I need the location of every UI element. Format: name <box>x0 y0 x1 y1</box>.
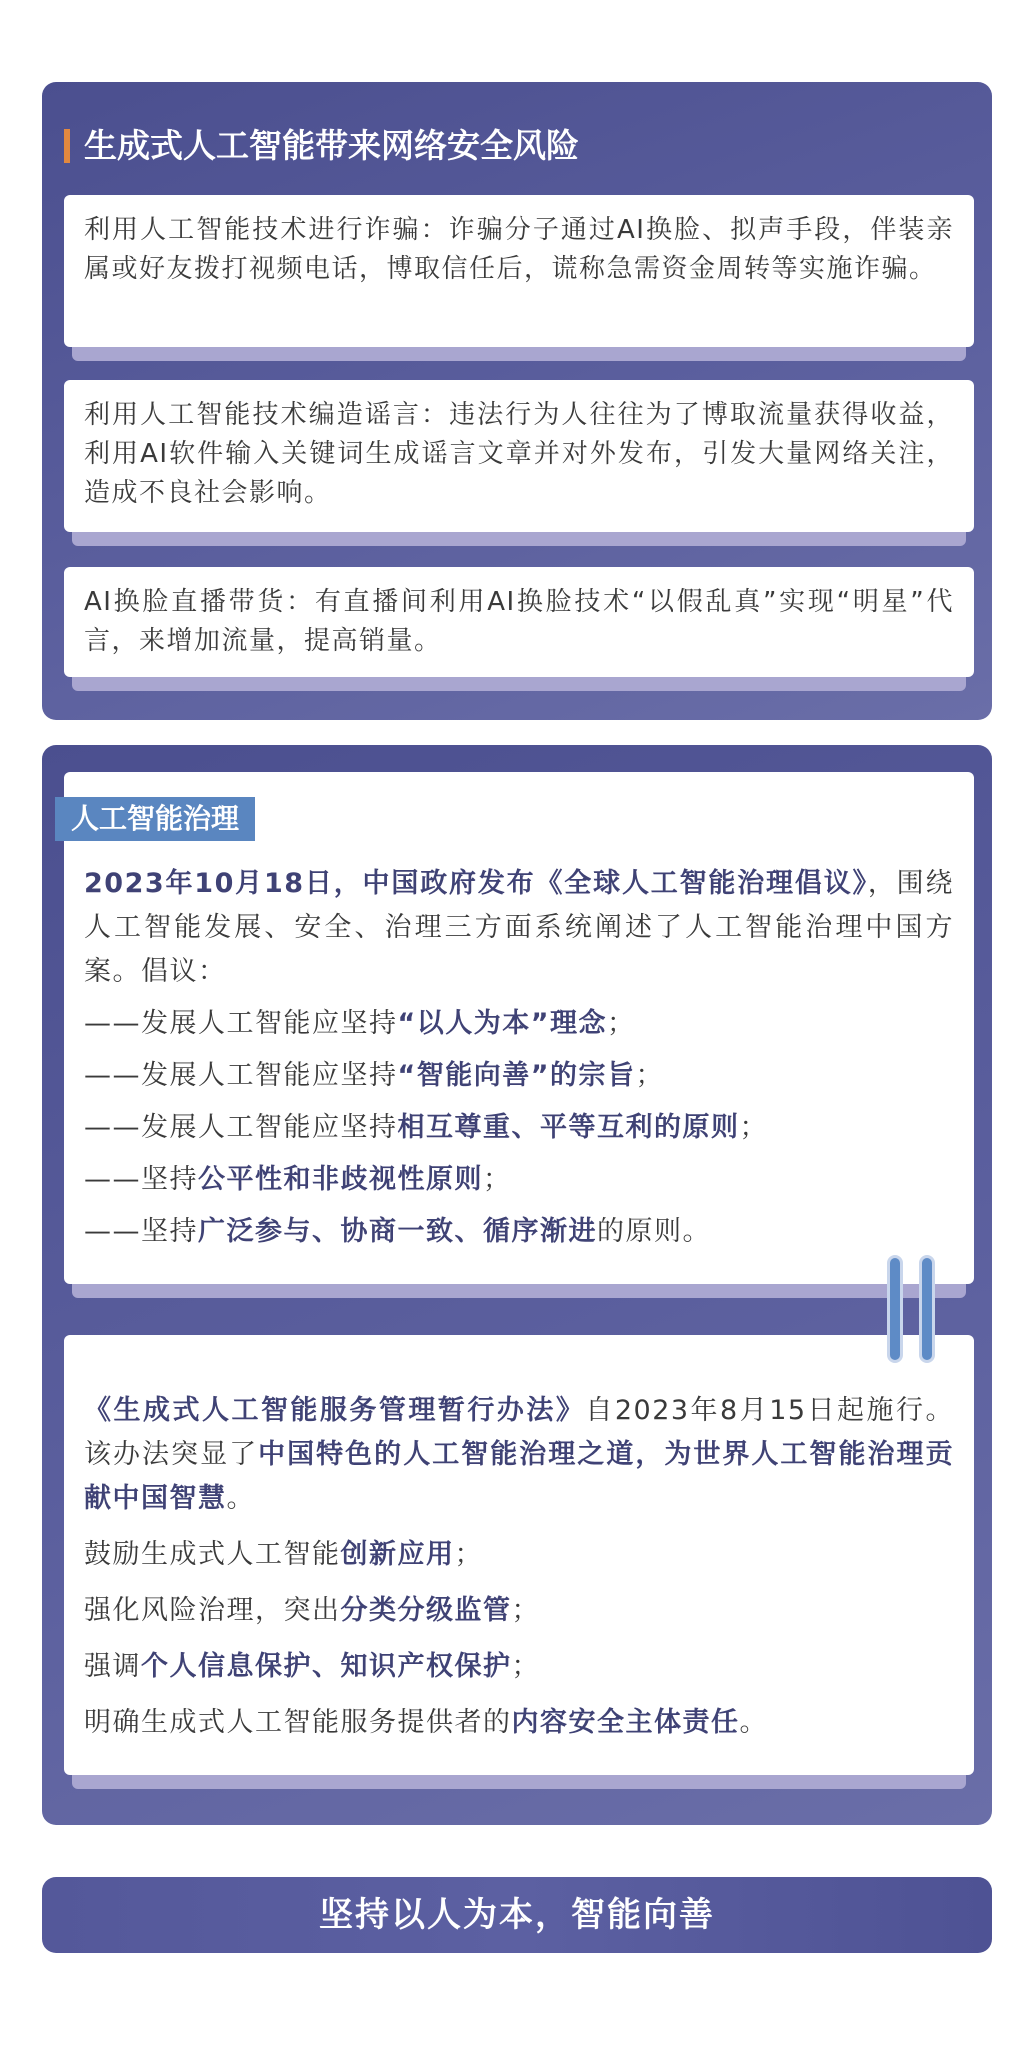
item-pre: ——坚持 <box>84 1164 198 1195</box>
initiative-intro-bold: 2023年10月18日，中国政府发布《全球人工智能治理倡议》 <box>84 868 868 899</box>
measure-item <box>84 1645 954 1689</box>
measure-pre: 强调 <box>84 1651 141 1682</box>
governance-tag: 人工智能治理 <box>55 797 255 841</box>
risk-section-title <box>64 124 579 168</box>
initiative-item <box>84 1210 954 1254</box>
title-accent-bar <box>64 129 70 163</box>
measure-pre: 强化风险治理，突出 <box>84 1595 341 1626</box>
risk-card-fraud <box>64 195 974 347</box>
item-pre: ——发展人工智能应坚持 <box>84 1112 398 1143</box>
measures-intro <box>84 1389 954 1521</box>
risk-card-text: 利用人工智能技术编造谣言：违法行为人往往为了博取流量获得收益，利用AI软件输入关键词生成谣言文章并对外发布，引发大量网络关注，造成不良社会影响。 <box>64 380 974 532</box>
measure-item <box>84 1589 954 1633</box>
measures-intro-bold: 《生成式人工智能服务管理暂行办法》 <box>84 1395 586 1426</box>
item-post: 的原则。 <box>597 1216 711 1247</box>
measure-bold: 分类分级监管 <box>340 1595 512 1626</box>
initiative-item <box>84 1054 954 1098</box>
binder-clip-icon <box>887 1255 903 1363</box>
item-post: ； <box>607 1008 636 1039</box>
item-post: ； <box>739 1112 768 1143</box>
risk-card-text: 利用人工智能技术进行诈骗：诈骗分子通过AI换脸、拟声手段，伴装亲属或好友拨打视频电话，博取信任后，谎称急需资金周转等实施诈骗。 <box>64 195 974 347</box>
initiative-item <box>84 1106 954 1150</box>
governance-measures-card <box>64 1335 974 1775</box>
initiative-item <box>84 1002 954 1046</box>
risk-card-rumor <box>64 380 974 532</box>
initiative-intro <box>84 862 954 994</box>
measure-bold: 内容安全主体责任 <box>511 1707 740 1738</box>
measure-post: ； <box>511 1595 540 1626</box>
measure-post: ； <box>511 1651 540 1682</box>
initiative-content <box>64 772 974 1284</box>
measure-bold: 个人信息保护、知识产权保护 <box>141 1651 512 1682</box>
item-pre: ——坚持 <box>84 1216 198 1247</box>
item-bold: “智能向善”的宗旨 <box>397 1060 636 1091</box>
measure-post: 。 <box>739 1707 768 1738</box>
slogan-banner: 坚持以人为本，智能向善 <box>42 1877 992 1953</box>
binder-clip-icon <box>919 1255 935 1363</box>
measure-item <box>84 1701 954 1745</box>
risk-card-text: AI换脸直播带货：有直播间利用AI换脸技术“以假乱真”实现“明星”代言，来增加流量，提高销量。 <box>64 567 974 677</box>
measures-intro-end: 。 <box>226 1483 255 1514</box>
item-pre: ——发展人工智能应坚持 <box>84 1008 398 1039</box>
item-bold: 公平性和非歧视性原则 <box>198 1164 483 1195</box>
measure-pre: 明确生成式人工智能服务提供者的 <box>84 1707 512 1738</box>
item-bold: 相互尊重、平等互利的原则 <box>397 1112 740 1143</box>
governance-initiative-card <box>64 772 974 1284</box>
item-post: ； <box>483 1164 512 1195</box>
risk-card-livestream <box>64 567 974 677</box>
measure-item <box>84 1533 954 1577</box>
measures-intro-rest: 自2023年8月15日起施行。该办法突显了 <box>84 1395 954 1470</box>
measure-bold: 创新应用 <box>340 1539 455 1570</box>
initiative-intro-rest: ，围绕人工智能发展、安全、治理三方面系统阐述了人工智能治理中国方案。倡议： <box>84 868 955 987</box>
item-pre: ——发展人工智能应坚持 <box>84 1060 398 1091</box>
measure-post: ； <box>454 1539 483 1570</box>
measure-pre: 鼓励生成式人工智能 <box>84 1539 341 1570</box>
measures-intro-bold2: 中国特色的人工智能治理之道，为世界人工智能治理贡献中国智慧 <box>84 1439 955 1514</box>
item-bold: “以人为本”理念 <box>397 1008 607 1039</box>
initiative-item <box>84 1158 954 1202</box>
item-bold: 广泛参与、协商一致、循序渐进 <box>198 1216 597 1247</box>
risk-section-title-text: 生成式人工智能带来网络安全风险 <box>84 126 579 165</box>
measures-content <box>64 1335 974 1775</box>
item-post: ； <box>635 1060 664 1091</box>
